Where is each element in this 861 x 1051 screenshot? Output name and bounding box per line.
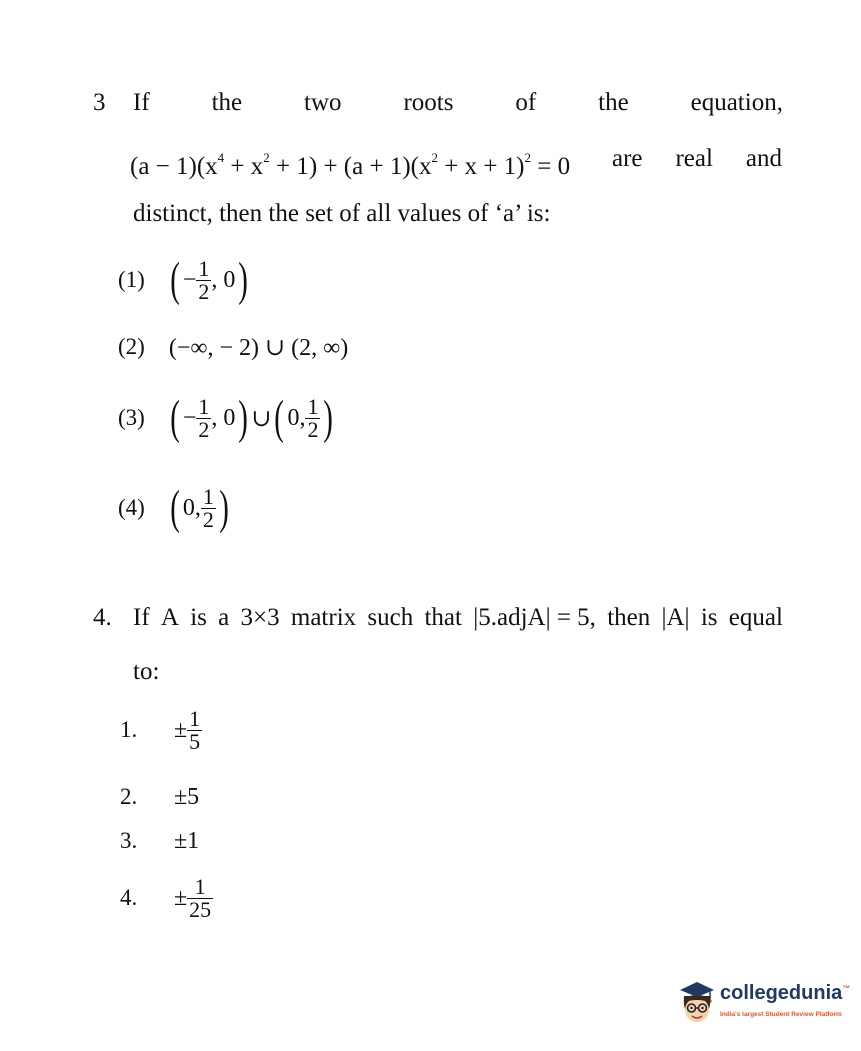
q3-option-4: (4) ( 0, $\frac{1}{2}$ ) [118, 481, 229, 534]
q4-option-1: 1. ± $\frac{1}{5}$ [120, 705, 201, 754]
q3-word: two [304, 89, 342, 116]
option-label: 2. [120, 784, 138, 809]
q3-equation: $(a - 1)(x^4 + x^2 + 1) + (a + 1)(x^2 + x + 1)^2 = 0$ [130, 150, 571, 180]
logo-tagline: India's largest Student Review Platform [720, 1011, 842, 1018]
q3-line1 [133, 88, 783, 118]
q3-number: 3 [93, 89, 106, 116]
option-label: (3) [118, 405, 145, 430]
q4-number: 4. [93, 604, 112, 631]
q3-option-2: (2) (−∞, − 2) ∪ (2, ∞) [118, 334, 349, 361]
collegedunia-logo[interactable] [676, 980, 851, 1030]
q4-line2: to: [133, 658, 160, 685]
logo-title: collegedunia™ [720, 982, 851, 1004]
option-label: 1. [120, 717, 138, 742]
q3-option-1: (1) ( − $\frac{1}{2}$ , 0 ) [118, 253, 249, 306]
q4-option-2: 2. ±5 [120, 782, 199, 812]
option-label: (1) [118, 267, 145, 292]
q4-option-4: 4. ± $\frac{1}{25}$ [120, 873, 212, 922]
q3-line2-tail: are real and [612, 145, 782, 172]
option-label: 3. [120, 828, 138, 853]
q3-word: of [515, 89, 537, 116]
q3-word: roots [403, 89, 454, 116]
q3-option-3: (3) ( − $\frac{1}{2}$ , 0 ) ∪ ( 0, $\frac{1}{2}$ ) [118, 391, 334, 444]
q4-option-3: 3. ±1 [120, 826, 199, 856]
option-label: 4. [120, 885, 138, 910]
q3-word: equation, [690, 89, 783, 116]
q3-word: the [598, 89, 629, 116]
option-label: (2) [118, 334, 145, 359]
option-label: (4) [118, 495, 145, 520]
q3-word: the [211, 89, 243, 116]
q3-line3: distinct, then the set of all values of ‘a’ is: [133, 200, 551, 227]
q4-line1: If A is a 3×3 matrix such that |5.adjA| = 5, then |A| is equal [133, 604, 783, 631]
q3-word: If [133, 89, 150, 116]
graduate-mascot-icon [676, 980, 718, 1031]
